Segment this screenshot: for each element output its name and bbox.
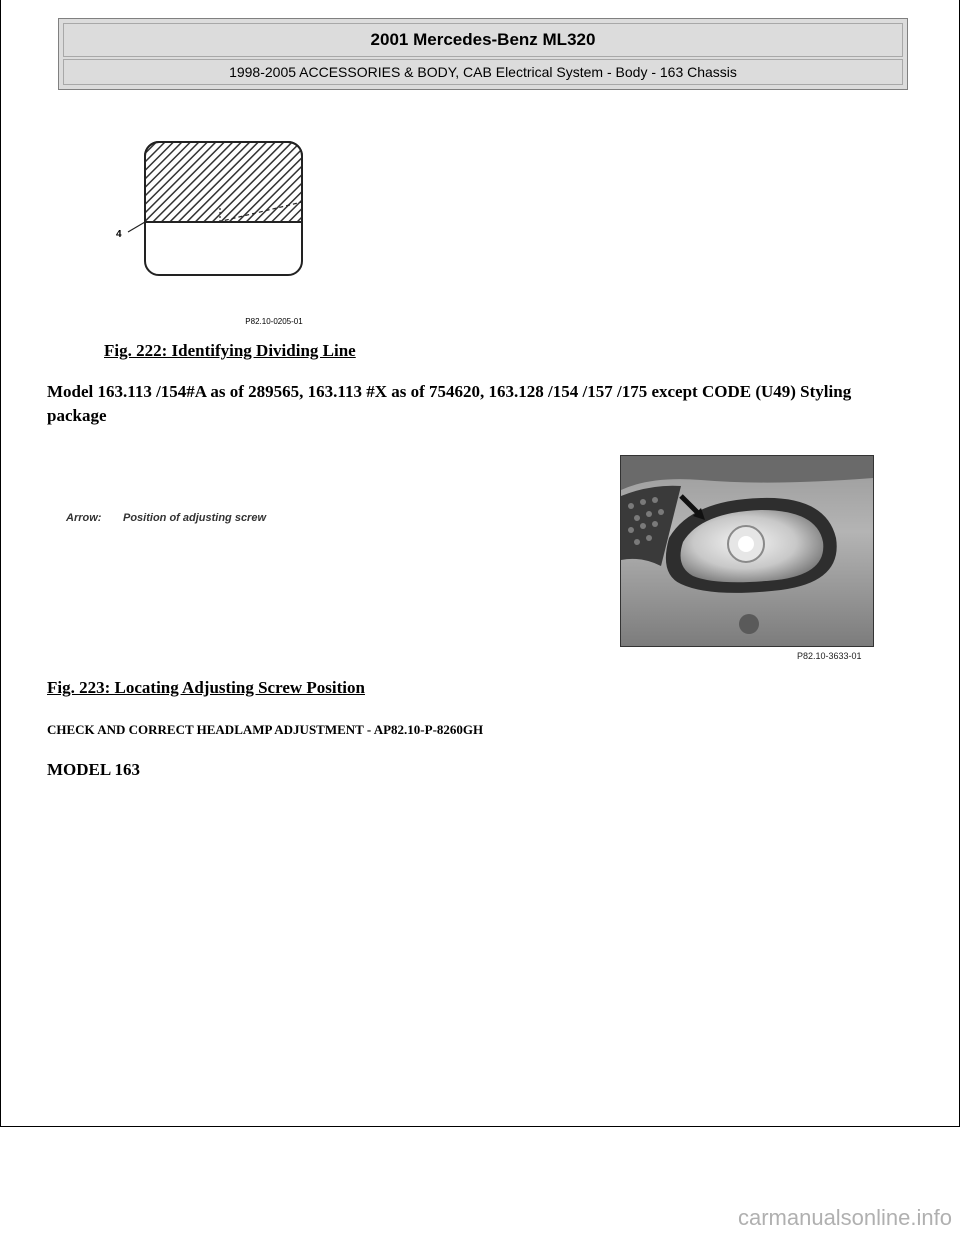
site-watermark: carmanualsonline.info [737,1205,952,1230]
figure-223-caption: Fig. 223: Locating Adjusting Screw Position [47,678,365,697]
document-title: 2001 Mercedes-Benz ML320 [63,23,903,57]
callout-4: 4 [116,229,122,240]
figure-222-caption: Fig. 222: Identifying Dividing Line [104,341,356,360]
model-heading: MODEL 163 [47,760,141,779]
fog-lamp-photo [620,455,874,647]
figure1-image-code: P82.10-0205-01 [245,317,303,326]
document-subtitle: 1998-2005 ACCESSORIES & BODY, CAB Electrical System - Body - 163 Chassis [63,59,903,85]
dividing-line-diagram [108,130,348,330]
section-heading: CHECK AND CORRECT HEADLAMP ADJUSTMENT - AP82.10-P-8260GH [47,722,484,737]
document-header [58,18,908,90]
figure2-image-code: P82.10-3633-01 [797,651,862,661]
legend-key: Arrow: [66,512,102,524]
legend-value: Position of adjusting screw [123,512,267,524]
model-applicability-paragraph: Model 163.113 /154#A as of 289565, 163.113 #X as of 754620, 163.128 /154 /157 /175 except CODE (U49) Styling package [47,382,852,425]
